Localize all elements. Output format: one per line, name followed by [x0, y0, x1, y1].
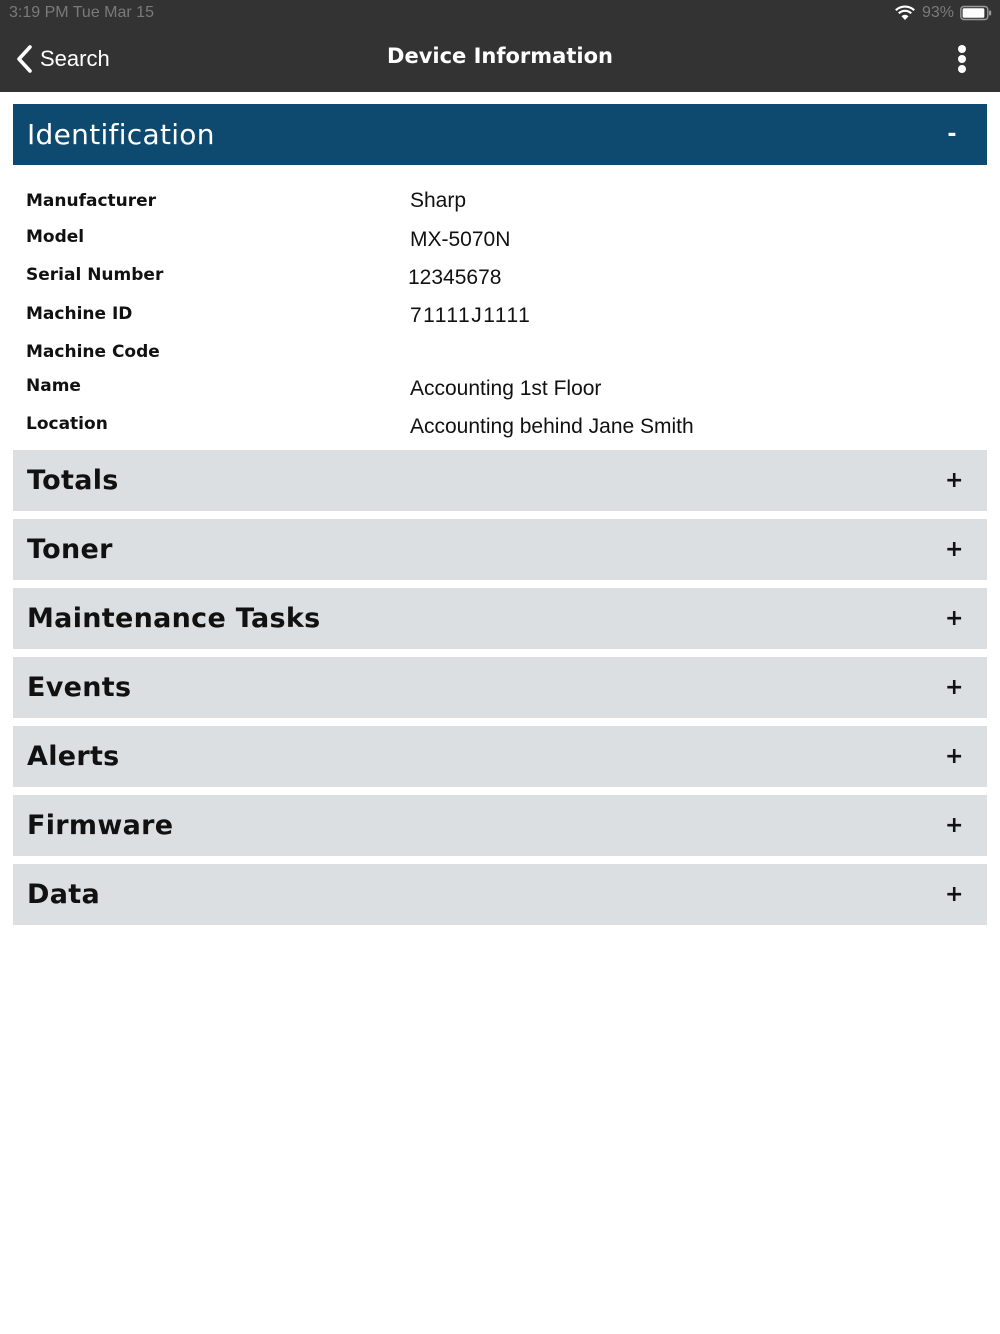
expand-icon: + — [945, 606, 964, 631]
status-time-date: 3:19 PM Tue Mar 15 — [9, 4, 154, 21]
detail-label: Serial Number — [26, 265, 164, 285]
section-header-maintenance-tasks[interactable] — [13, 588, 987, 649]
detail-label: Name — [26, 376, 81, 396]
expand-icon: + — [945, 468, 964, 493]
wifi-icon — [894, 5, 916, 21]
detail-value: 71111J1111 — [410, 304, 532, 327]
detail-label: Location — [26, 414, 108, 434]
page-title: Device Information — [387, 44, 613, 68]
section-header-firmware[interactable] — [13, 795, 987, 856]
section-header-events[interactable] — [13, 657, 987, 718]
battery-icon — [960, 5, 992, 21]
detail-value: MX-5070N — [410, 228, 511, 251]
section-header-identification[interactable] — [13, 104, 987, 165]
expand-icon: + — [945, 675, 964, 700]
section-title: Identification — [27, 118, 215, 151]
expand-icon: + — [945, 813, 964, 838]
top-bar — [0, 0, 1000, 92]
collapse-icon: - — [947, 122, 957, 147]
detail-label: Model — [26, 227, 85, 247]
battery-percent: 93% — [921, 4, 954, 21]
section-title: Firmware — [27, 810, 174, 841]
status-indicators — [894, 4, 992, 22]
detail-value: 12345678 — [408, 266, 502, 289]
section-header-data[interactable] — [13, 864, 987, 925]
chevron-left-icon — [14, 44, 34, 74]
expand-icon: + — [945, 882, 964, 907]
section-title: Maintenance Tasks — [27, 603, 321, 634]
section-title: Events — [27, 672, 132, 703]
section-title: Totals — [27, 465, 119, 496]
section-header-totals[interactable] — [13, 450, 987, 511]
back-button[interactable] — [14, 42, 110, 76]
detail-label: Machine ID — [26, 304, 133, 324]
back-label: Search — [40, 46, 110, 71]
section-title: Alerts — [27, 741, 120, 772]
section-header-toner[interactable] — [13, 519, 987, 580]
expand-icon: + — [945, 744, 964, 769]
expand-icon: + — [945, 537, 964, 562]
section-title: Data — [27, 879, 100, 910]
section-header-alerts[interactable] — [13, 726, 987, 787]
more-options-button[interactable] — [952, 44, 972, 74]
detail-value: Accounting behind Jane Smith — [410, 415, 694, 438]
detail-value: Accounting 1st Floor — [410, 377, 602, 400]
detail-label: Manufacturer — [26, 191, 157, 211]
detail-label: Machine Code — [26, 342, 160, 362]
section-title: Toner — [27, 534, 113, 565]
detail-value: Sharp — [410, 189, 467, 212]
